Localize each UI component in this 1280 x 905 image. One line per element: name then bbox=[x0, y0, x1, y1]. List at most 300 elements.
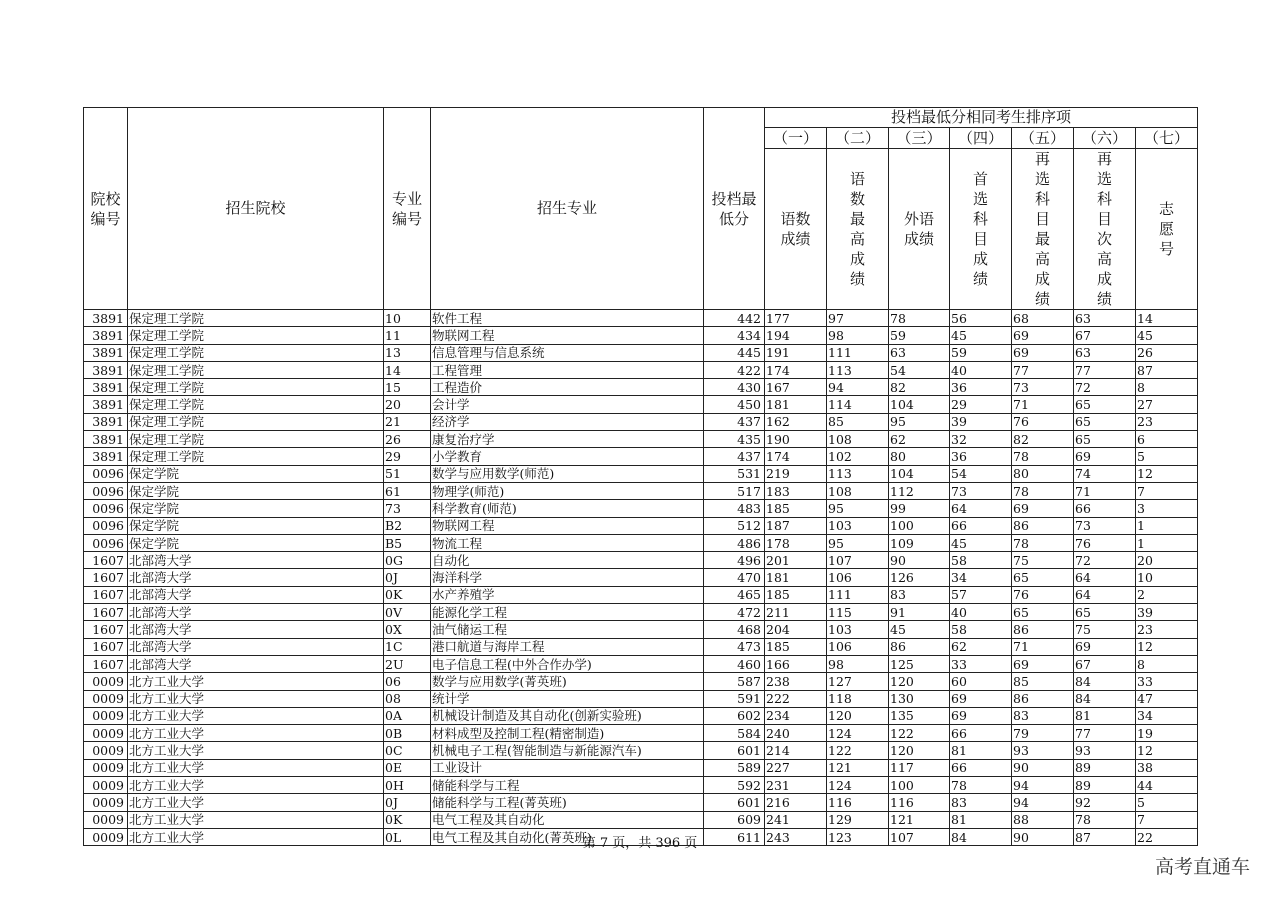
cell-score-3: 120 bbox=[889, 673, 950, 690]
cell-score-2: 118 bbox=[827, 690, 889, 707]
cell-major-name: 机械设计制造及其自动化(创新实验班) bbox=[431, 707, 704, 724]
cell-major-code: B2 bbox=[384, 517, 431, 534]
cell-score-2: 111 bbox=[827, 344, 889, 361]
cell-score-5: 65 bbox=[1012, 604, 1074, 621]
cell-score-2: 107 bbox=[827, 552, 889, 569]
cell-preference-no: 10 bbox=[1136, 569, 1198, 586]
cell-score-6: 84 bbox=[1074, 673, 1136, 690]
cell-score-2: 85 bbox=[827, 413, 889, 430]
cell-min-score: 470 bbox=[704, 569, 765, 586]
cell-major-name: 能源化学工程 bbox=[431, 604, 704, 621]
cell-score-2: 111 bbox=[827, 586, 889, 603]
header-tiebreak-title: 投档最低分相同考生排序项 bbox=[765, 108, 1198, 128]
cell-score-4: 32 bbox=[950, 431, 1012, 448]
cell-school-code: 0096 bbox=[84, 465, 128, 482]
cell-school-code: 3891 bbox=[84, 396, 128, 413]
cell-school-code: 1607 bbox=[84, 569, 128, 586]
cell-school-name: 北部湾大学 bbox=[128, 604, 384, 621]
cell-score-5: 78 bbox=[1012, 534, 1074, 551]
cell-score-1: 181 bbox=[765, 396, 827, 413]
cell-score-2: 115 bbox=[827, 604, 889, 621]
cell-min-score: 437 bbox=[704, 413, 765, 430]
cell-major-name: 自动化 bbox=[431, 552, 704, 569]
cell-major-name: 软件工程 bbox=[431, 310, 704, 327]
cell-score-5: 85 bbox=[1012, 673, 1074, 690]
cell-min-score: 589 bbox=[704, 759, 765, 776]
cell-score-6: 92 bbox=[1074, 794, 1136, 811]
cell-min-score: 601 bbox=[704, 794, 765, 811]
header-major-code-text: 专业编号 bbox=[391, 189, 422, 228]
cell-school-name: 北部湾大学 bbox=[128, 569, 384, 586]
cell-score-1: 201 bbox=[765, 552, 827, 569]
cell-score-1: 222 bbox=[765, 690, 827, 707]
cell-score-4: 81 bbox=[950, 811, 1012, 828]
cell-major-name: 储能科学与工程 bbox=[431, 777, 704, 794]
cell-score-6: 65 bbox=[1074, 396, 1136, 413]
header-sub-text: 语数最高成绩 bbox=[849, 170, 865, 288]
header-sub-2 bbox=[827, 149, 889, 310]
cell-score-1: 174 bbox=[765, 448, 827, 465]
cell-major-name: 会计学 bbox=[431, 396, 704, 413]
header-order-2: （二） bbox=[827, 128, 889, 149]
cell-score-2: 122 bbox=[827, 742, 889, 759]
cell-preference-no: 39 bbox=[1136, 604, 1198, 621]
cell-score-5: 73 bbox=[1012, 379, 1074, 396]
page-number: 第 7 页，共 396 页 bbox=[582, 836, 698, 851]
cell-score-5: 86 bbox=[1012, 517, 1074, 534]
cell-score-6: 67 bbox=[1074, 655, 1136, 672]
cell-score-2: 108 bbox=[827, 431, 889, 448]
cell-score-4: 40 bbox=[950, 604, 1012, 621]
cell-score-1: 240 bbox=[765, 725, 827, 742]
cell-min-score: 465 bbox=[704, 586, 765, 603]
cell-school-name: 保定理工学院 bbox=[128, 327, 384, 344]
cell-preference-no: 12 bbox=[1136, 742, 1198, 759]
cell-score-6: 87 bbox=[1074, 828, 1136, 845]
cell-major-code: 20 bbox=[384, 396, 431, 413]
cell-major-code: 06 bbox=[384, 673, 431, 690]
cell-score-1: 185 bbox=[765, 586, 827, 603]
cell-school-name: 北方工业大学 bbox=[128, 690, 384, 707]
cell-score-2: 108 bbox=[827, 482, 889, 499]
cell-score-4: 78 bbox=[950, 777, 1012, 794]
cell-score-5: 69 bbox=[1012, 344, 1074, 361]
cell-score-5: 69 bbox=[1012, 655, 1074, 672]
cell-score-4: 58 bbox=[950, 552, 1012, 569]
cell-major-code: 0A bbox=[384, 707, 431, 724]
cell-score-6: 69 bbox=[1074, 638, 1136, 655]
header-sub-text: 外语成绩 bbox=[903, 210, 934, 248]
cell-score-1: 243 bbox=[765, 828, 827, 845]
cell-score-1: 219 bbox=[765, 465, 827, 482]
cell-score-5: 82 bbox=[1012, 431, 1074, 448]
cell-preference-no: 1 bbox=[1136, 517, 1198, 534]
cell-preference-no: 8 bbox=[1136, 379, 1198, 396]
table-row bbox=[84, 621, 1198, 638]
cell-score-6: 65 bbox=[1074, 431, 1136, 448]
cell-school-code: 0009 bbox=[84, 759, 128, 776]
cell-preference-no: 23 bbox=[1136, 413, 1198, 430]
cell-major-code: 15 bbox=[384, 379, 431, 396]
admission-score-table bbox=[83, 107, 1198, 846]
cell-score-6: 77 bbox=[1074, 361, 1136, 378]
cell-school-name: 北部湾大学 bbox=[128, 621, 384, 638]
cell-score-1: 185 bbox=[765, 500, 827, 517]
cell-school-name: 保定理工学院 bbox=[128, 413, 384, 430]
cell-score-4: 84 bbox=[950, 828, 1012, 845]
cell-score-2: 124 bbox=[827, 777, 889, 794]
header-sub-1 bbox=[765, 149, 827, 310]
cell-major-name: 数学与应用数学(菁英班) bbox=[431, 673, 704, 690]
cell-school-code: 0009 bbox=[84, 707, 128, 724]
cell-min-score: 531 bbox=[704, 465, 765, 482]
table-row bbox=[84, 725, 1198, 742]
cell-score-4: 69 bbox=[950, 707, 1012, 724]
cell-score-2: 113 bbox=[827, 361, 889, 378]
cell-score-2: 97 bbox=[827, 310, 889, 327]
cell-score-4: 54 bbox=[950, 465, 1012, 482]
cell-min-score: 483 bbox=[704, 500, 765, 517]
cell-school-code: 0009 bbox=[84, 811, 128, 828]
cell-school-name: 保定理工学院 bbox=[128, 396, 384, 413]
cell-major-code: 0J bbox=[384, 794, 431, 811]
cell-preference-no: 1 bbox=[1136, 534, 1198, 551]
cell-score-5: 71 bbox=[1012, 638, 1074, 655]
cell-preference-no: 7 bbox=[1136, 811, 1198, 828]
cell-score-3: 54 bbox=[889, 361, 950, 378]
cell-score-4: 57 bbox=[950, 586, 1012, 603]
cell-major-code: 11 bbox=[384, 327, 431, 344]
cell-score-5: 69 bbox=[1012, 500, 1074, 517]
table-row bbox=[84, 379, 1198, 396]
cell-preference-no: 5 bbox=[1136, 794, 1198, 811]
cell-major-name: 机械电子工程(智能制造与新能源汽车) bbox=[431, 742, 704, 759]
table-row bbox=[84, 482, 1198, 499]
cell-score-3: 116 bbox=[889, 794, 950, 811]
cell-preference-no: 47 bbox=[1136, 690, 1198, 707]
cell-score-4: 83 bbox=[950, 794, 1012, 811]
cell-score-5: 65 bbox=[1012, 569, 1074, 586]
cell-major-name: 材料成型及控制工程(精密制造) bbox=[431, 725, 704, 742]
cell-major-code: 0L bbox=[384, 828, 431, 845]
table-row bbox=[84, 638, 1198, 655]
cell-score-1: 162 bbox=[765, 413, 827, 430]
cell-score-4: 40 bbox=[950, 361, 1012, 378]
cell-score-6: 65 bbox=[1074, 413, 1136, 430]
cell-score-1: 190 bbox=[765, 431, 827, 448]
cell-score-4: 62 bbox=[950, 638, 1012, 655]
cell-score-3: 109 bbox=[889, 534, 950, 551]
cell-school-name: 北部湾大学 bbox=[128, 638, 384, 655]
header-order-3: （三） bbox=[889, 128, 950, 149]
cell-score-4: 56 bbox=[950, 310, 1012, 327]
cell-major-code: 0X bbox=[384, 621, 431, 638]
cell-major-code: 26 bbox=[384, 431, 431, 448]
cell-major-name: 储能科学与工程(菁英班) bbox=[431, 794, 704, 811]
cell-score-5: 83 bbox=[1012, 707, 1074, 724]
header-order-6: （六） bbox=[1074, 128, 1136, 149]
cell-score-5: 90 bbox=[1012, 759, 1074, 776]
cell-score-2: 106 bbox=[827, 569, 889, 586]
cell-major-name: 信息管理与信息系统 bbox=[431, 344, 704, 361]
cell-school-code: 3891 bbox=[84, 379, 128, 396]
cell-score-5: 94 bbox=[1012, 777, 1074, 794]
table-row bbox=[84, 310, 1198, 327]
table-row bbox=[84, 690, 1198, 707]
cell-score-2: 121 bbox=[827, 759, 889, 776]
cell-min-score: 587 bbox=[704, 673, 765, 690]
cell-min-score: 592 bbox=[704, 777, 765, 794]
cell-preference-no: 7 bbox=[1136, 482, 1198, 499]
cell-min-score: 442 bbox=[704, 310, 765, 327]
cell-score-1: 167 bbox=[765, 379, 827, 396]
cell-score-5: 90 bbox=[1012, 828, 1074, 845]
cell-score-3: 125 bbox=[889, 655, 950, 672]
cell-min-score: 430 bbox=[704, 379, 765, 396]
cell-preference-no: 19 bbox=[1136, 725, 1198, 742]
header-sub-7 bbox=[1136, 149, 1198, 310]
cell-score-5: 79 bbox=[1012, 725, 1074, 742]
cell-preference-no: 8 bbox=[1136, 655, 1198, 672]
table-row bbox=[84, 500, 1198, 517]
cell-preference-no: 5 bbox=[1136, 448, 1198, 465]
cell-score-5: 78 bbox=[1012, 448, 1074, 465]
cell-min-score: 473 bbox=[704, 638, 765, 655]
cell-score-3: 95 bbox=[889, 413, 950, 430]
cell-score-4: 59 bbox=[950, 344, 1012, 361]
cell-score-4: 66 bbox=[950, 517, 1012, 534]
cell-score-5: 68 bbox=[1012, 310, 1074, 327]
cell-major-code: 21 bbox=[384, 413, 431, 430]
cell-score-4: 39 bbox=[950, 413, 1012, 430]
cell-score-3: 86 bbox=[889, 638, 950, 655]
cell-score-2: 102 bbox=[827, 448, 889, 465]
cell-score-3: 99 bbox=[889, 500, 950, 517]
cell-min-score: 434 bbox=[704, 327, 765, 344]
cell-major-code: 0E bbox=[384, 759, 431, 776]
cell-score-3: 130 bbox=[889, 690, 950, 707]
cell-score-1: 238 bbox=[765, 673, 827, 690]
cell-school-code: 3891 bbox=[84, 361, 128, 378]
table-row bbox=[84, 552, 1198, 569]
cell-major-code: 73 bbox=[384, 500, 431, 517]
header-sub-text: 语数成绩 bbox=[780, 210, 811, 248]
cell-school-name: 北方工业大学 bbox=[128, 742, 384, 759]
cell-min-score: 437 bbox=[704, 448, 765, 465]
cell-score-4: 73 bbox=[950, 482, 1012, 499]
cell-score-5: 78 bbox=[1012, 482, 1074, 499]
cell-major-code: 1C bbox=[384, 638, 431, 655]
cell-school-code: 1607 bbox=[84, 552, 128, 569]
cell-min-score: 460 bbox=[704, 655, 765, 672]
table-header bbox=[84, 108, 1198, 310]
cell-preference-no: 6 bbox=[1136, 431, 1198, 448]
cell-min-score: 601 bbox=[704, 742, 765, 759]
cell-score-6: 78 bbox=[1074, 811, 1136, 828]
cell-school-name: 北部湾大学 bbox=[128, 552, 384, 569]
cell-score-1: 181 bbox=[765, 569, 827, 586]
cell-school-code: 1607 bbox=[84, 638, 128, 655]
cell-score-1: 227 bbox=[765, 759, 827, 776]
cell-school-name: 保定理工学院 bbox=[128, 344, 384, 361]
cell-score-4: 45 bbox=[950, 534, 1012, 551]
cell-min-score: 512 bbox=[704, 517, 765, 534]
cell-score-6: 81 bbox=[1074, 707, 1136, 724]
cell-score-4: 33 bbox=[950, 655, 1012, 672]
cell-score-1: 194 bbox=[765, 327, 827, 344]
cell-score-6: 89 bbox=[1074, 759, 1136, 776]
cell-preference-no: 34 bbox=[1136, 707, 1198, 724]
cell-score-3: 117 bbox=[889, 759, 950, 776]
cell-school-code: 0009 bbox=[84, 794, 128, 811]
cell-school-code: 0009 bbox=[84, 673, 128, 690]
cell-school-name: 保定学院 bbox=[128, 500, 384, 517]
table-row bbox=[84, 569, 1198, 586]
cell-score-3: 45 bbox=[889, 621, 950, 638]
cell-score-5: 75 bbox=[1012, 552, 1074, 569]
cell-preference-no: 45 bbox=[1136, 327, 1198, 344]
cell-score-6: 69 bbox=[1074, 448, 1136, 465]
cell-min-score: 435 bbox=[704, 431, 765, 448]
cell-preference-no: 12 bbox=[1136, 638, 1198, 655]
cell-school-code: 1607 bbox=[84, 604, 128, 621]
cell-major-code: 08 bbox=[384, 690, 431, 707]
cell-major-name: 工业设计 bbox=[431, 759, 704, 776]
table-row bbox=[84, 344, 1198, 361]
cell-major-name: 水产养殖学 bbox=[431, 586, 704, 603]
header-major-code bbox=[384, 108, 431, 310]
cell-major-name: 物流工程 bbox=[431, 534, 704, 551]
cell-score-4: 60 bbox=[950, 673, 1012, 690]
cell-score-4: 66 bbox=[950, 759, 1012, 776]
cell-score-6: 74 bbox=[1074, 465, 1136, 482]
cell-school-name: 保定学院 bbox=[128, 517, 384, 534]
cell-score-5: 76 bbox=[1012, 586, 1074, 603]
cell-score-2: 95 bbox=[827, 500, 889, 517]
cell-score-4: 66 bbox=[950, 725, 1012, 742]
cell-school-code: 3891 bbox=[84, 431, 128, 448]
cell-score-1: 185 bbox=[765, 638, 827, 655]
table-row bbox=[84, 777, 1198, 794]
cell-score-3: 120 bbox=[889, 742, 950, 759]
cell-school-name: 保定理工学院 bbox=[128, 448, 384, 465]
cell-score-4: 69 bbox=[950, 690, 1012, 707]
cell-score-4: 36 bbox=[950, 448, 1012, 465]
cell-score-3: 121 bbox=[889, 811, 950, 828]
table-row bbox=[84, 673, 1198, 690]
cell-preference-no: 33 bbox=[1136, 673, 1198, 690]
cell-major-name: 电子信息工程(中外合作办学) bbox=[431, 655, 704, 672]
cell-major-name: 工程造价 bbox=[431, 379, 704, 396]
cell-min-score: 450 bbox=[704, 396, 765, 413]
cell-score-1: 231 bbox=[765, 777, 827, 794]
header-min-score-text: 投档最低分 bbox=[711, 189, 757, 228]
header-school-code-text: 院校编号 bbox=[90, 189, 121, 228]
cell-major-code: B5 bbox=[384, 534, 431, 551]
cell-min-score: 517 bbox=[704, 482, 765, 499]
cell-min-score: 486 bbox=[704, 534, 765, 551]
cell-school-name: 北方工业大学 bbox=[128, 794, 384, 811]
cell-score-4: 64 bbox=[950, 500, 1012, 517]
table-row bbox=[84, 448, 1198, 465]
cell-major-code: 0K bbox=[384, 811, 431, 828]
cell-major-code: 13 bbox=[384, 344, 431, 361]
cell-score-2: 94 bbox=[827, 379, 889, 396]
cell-major-code: 2U bbox=[384, 655, 431, 672]
cell-preference-no: 38 bbox=[1136, 759, 1198, 776]
table-row bbox=[84, 759, 1198, 776]
cell-major-name: 小学教育 bbox=[431, 448, 704, 465]
cell-score-5: 69 bbox=[1012, 327, 1074, 344]
cell-score-6: 66 bbox=[1074, 500, 1136, 517]
cell-score-1: 191 bbox=[765, 344, 827, 361]
cell-score-2: 95 bbox=[827, 534, 889, 551]
cell-score-2: 103 bbox=[827, 517, 889, 534]
table-body bbox=[84, 310, 1198, 846]
table-row bbox=[84, 517, 1198, 534]
cell-major-code: 0H bbox=[384, 777, 431, 794]
cell-score-3: 91 bbox=[889, 604, 950, 621]
cell-score-3: 82 bbox=[889, 379, 950, 396]
cell-major-name: 工程管理 bbox=[431, 361, 704, 378]
cell-score-2: 120 bbox=[827, 707, 889, 724]
cell-score-6: 65 bbox=[1074, 604, 1136, 621]
cell-score-6: 72 bbox=[1074, 379, 1136, 396]
cell-score-3: 63 bbox=[889, 344, 950, 361]
cell-school-code: 0009 bbox=[84, 777, 128, 794]
header-order-5: （五） bbox=[1012, 128, 1074, 149]
cell-score-1: 166 bbox=[765, 655, 827, 672]
cell-score-1: 177 bbox=[765, 310, 827, 327]
cell-score-1: 178 bbox=[765, 534, 827, 551]
cell-score-5: 80 bbox=[1012, 465, 1074, 482]
table-row bbox=[84, 707, 1198, 724]
cell-min-score: 611 bbox=[704, 828, 765, 845]
cell-major-code: 0V bbox=[384, 604, 431, 621]
cell-school-code: 0009 bbox=[84, 828, 128, 845]
cell-score-2: 123 bbox=[827, 828, 889, 845]
cell-major-name: 物联网工程 bbox=[431, 517, 704, 534]
cell-school-code: 3891 bbox=[84, 327, 128, 344]
cell-school-name: 北方工业大学 bbox=[128, 759, 384, 776]
cell-score-2: 127 bbox=[827, 673, 889, 690]
table-row bbox=[84, 604, 1198, 621]
cell-score-3: 90 bbox=[889, 552, 950, 569]
cell-school-name: 保定理工学院 bbox=[128, 361, 384, 378]
header-sub-text: 再选科目次高成绩 bbox=[1096, 150, 1112, 308]
cell-score-5: 94 bbox=[1012, 794, 1074, 811]
cell-min-score: 496 bbox=[704, 552, 765, 569]
header-sub-4 bbox=[950, 149, 1012, 310]
header-school-name: 招生院校 bbox=[128, 108, 384, 310]
cell-score-6: 84 bbox=[1074, 690, 1136, 707]
cell-score-6: 63 bbox=[1074, 344, 1136, 361]
cell-score-3: 100 bbox=[889, 777, 950, 794]
cell-score-6: 77 bbox=[1074, 725, 1136, 742]
cell-major-name: 港口航道与海岸工程 bbox=[431, 638, 704, 655]
cell-min-score: 584 bbox=[704, 725, 765, 742]
cell-major-name: 数学与应用数学(师范) bbox=[431, 465, 704, 482]
cell-preference-no: 22 bbox=[1136, 828, 1198, 845]
table-row bbox=[84, 413, 1198, 430]
cell-preference-no: 14 bbox=[1136, 310, 1198, 327]
table-row bbox=[84, 431, 1198, 448]
cell-major-name: 物理学(师范) bbox=[431, 482, 704, 499]
cell-min-score: 472 bbox=[704, 604, 765, 621]
cell-school-code: 1607 bbox=[84, 621, 128, 638]
cell-school-code: 3891 bbox=[84, 344, 128, 361]
cell-score-4: 45 bbox=[950, 327, 1012, 344]
